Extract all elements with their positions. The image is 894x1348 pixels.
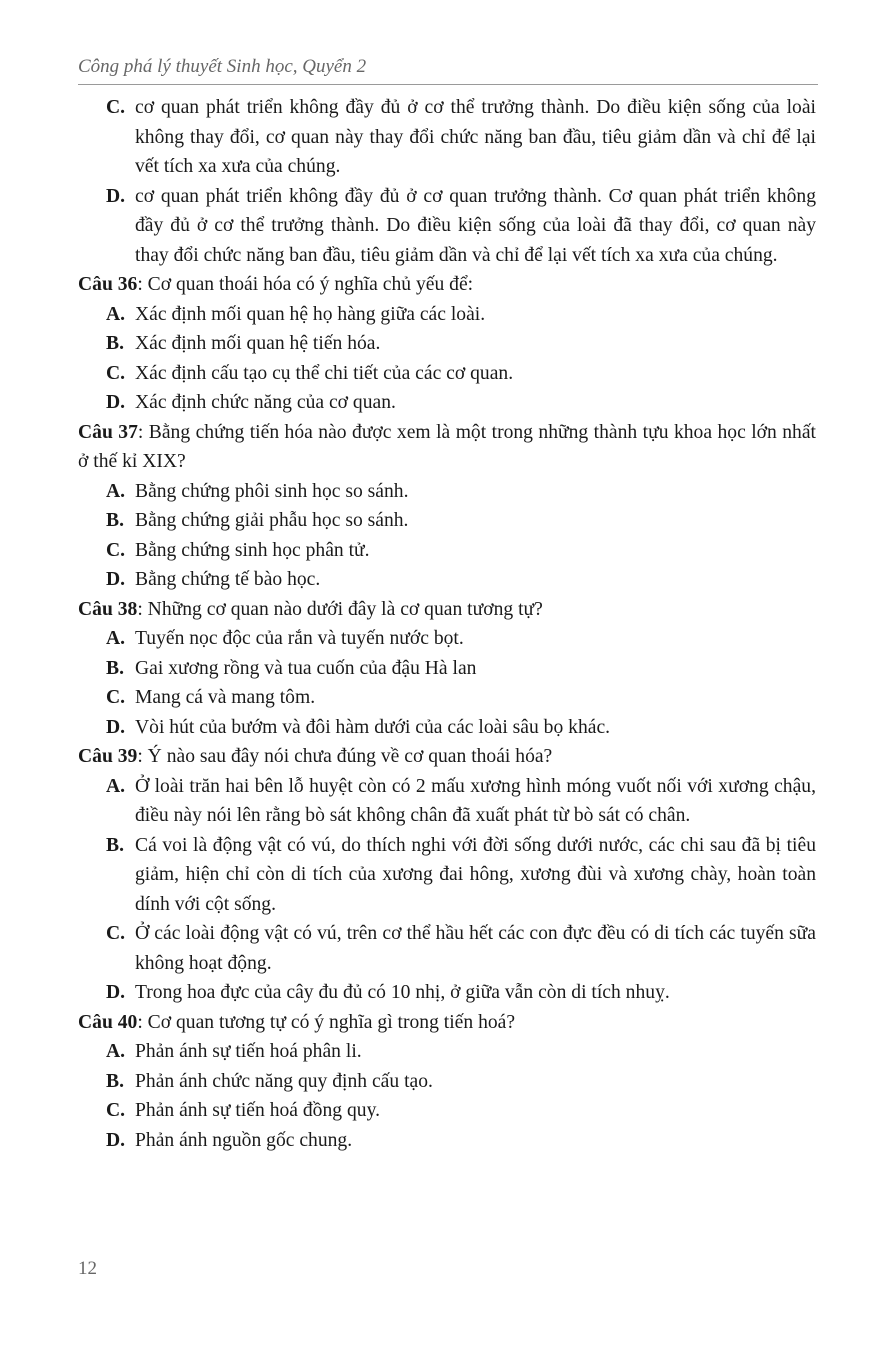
option-text: Mang cá và mang tôm.: [135, 687, 316, 708]
question-38: [78, 595, 816, 625]
option-letter: A.: [106, 303, 126, 325]
question-label: Câu 39: [78, 746, 138, 767]
question-39: [78, 742, 816, 772]
question-text: : Ý nào sau đây nói chưa đúng về cơ quan thoái hóa?: [137, 746, 553, 767]
question-40: [78, 1008, 816, 1038]
option-text: Xác định chức năng của cơ quan.: [135, 392, 396, 413]
option-a: [78, 772, 816, 831]
option-letter: C.: [106, 687, 126, 708]
option-letter: B.: [106, 1070, 124, 1092]
option-letter: A.: [106, 1041, 126, 1062]
option-d: [78, 182, 816, 271]
option-d: [78, 978, 816, 1008]
running-header: Công phá lý thuyết Sinh học, Quyển 2: [78, 56, 367, 77]
question-label: Câu 36: [78, 274, 138, 295]
question-text: : Bằng chứng tiến hóa nào được xem là một trong những thành tựu khoa học lớn nhất ở thế kỉ XIX?: [78, 421, 816, 472]
option-a: [78, 624, 816, 654]
page-number: 12: [78, 1258, 97, 1279]
option-b: [78, 506, 816, 536]
option-letter: B.: [106, 333, 124, 354]
option-text: Bằng chứng sinh học phân tử.: [135, 539, 370, 561]
option-letter: D.: [106, 392, 126, 413]
option-letter: B.: [106, 510, 124, 531]
option-c: [78, 536, 816, 566]
option-letter: D.: [106, 569, 126, 590]
option-letter: A.: [106, 480, 126, 502]
question-37: [78, 418, 816, 477]
option-text: Xác định mối quan hệ họ hàng giữa các loài.: [135, 303, 486, 325]
option-c: [78, 93, 816, 182]
option-text: Bằng chứng tế bào học.: [135, 569, 321, 590]
option-a: [78, 300, 816, 330]
option-text: Phản ánh sự tiến hoá phân li.: [135, 1041, 362, 1062]
option-letter: C.: [106, 923, 126, 944]
option-b: [78, 831, 816, 920]
question-text: : Cơ quan tương tự có ý nghĩa gì trong tiến hoá?: [137, 1011, 516, 1033]
option-letter: C.: [106, 1100, 126, 1121]
option-letter: D.: [106, 1129, 126, 1151]
question-text: : Cơ quan thoái hóa có ý nghĩa chủ yếu để:: [137, 274, 474, 295]
option-letter: B.: [106, 834, 124, 856]
question-label: Câu 38: [78, 598, 138, 620]
option-c: [78, 919, 816, 978]
option-text: Xác định cấu tạo cụ thể chi tiết của các cơ quan.: [135, 362, 514, 384]
question-label: Câu 37: [78, 421, 138, 443]
option-letter: D.: [106, 185, 126, 207]
option-letter: D.: [106, 716, 126, 738]
page-content: [78, 93, 816, 1155]
option-d: [78, 565, 816, 595]
header-divider: [78, 84, 818, 85]
option-text: Bằng chứng giải phẫu học so sánh.: [135, 510, 409, 531]
option-text: Ở các loài động vật có vú, trên cơ thể hầu hết các con đực đều có di tích các tuyến sữa không hoạt động.: [135, 923, 816, 974]
option-text: Phản ánh chức năng quy định cấu tạo.: [135, 1070, 433, 1092]
question-36: [78, 270, 816, 300]
option-text: cơ quan phát triển không đầy đủ ở cơ quan trưởng thành. Cơ quan phát triển không đầy đủ ở cơ thể trưởng thành. Do điều kiện sống của loài đã thay đổi, cơ quan này thay đổi chức năng ban đầu, tiêu giảm dần và chỉ để lại vết tích xa xưa của chúng.: [135, 185, 816, 266]
option-d: [78, 1126, 816, 1156]
option-letter: C.: [106, 539, 126, 561]
option-d: [78, 388, 816, 418]
option-b: [78, 1067, 816, 1097]
option-text: Phản ánh nguồn gốc chung.: [135, 1129, 353, 1151]
option-text: Ở loài trăn hai bên lỗ huyệt còn có 2 mấu xương hình móng vuốt nối với xương chậu, điều này nói lên rằng bò sát không chân đã xuất phát từ bò sát có chân.: [135, 775, 816, 826]
question-label: Câu 40: [78, 1011, 138, 1033]
option-text: cơ quan phát triển không đầy đủ ở cơ thể trưởng thành. Do điều kiện sống của loài không thay đổi, cơ quan này thay đổi chức năng ban đầu, tiêu giảm dần và chỉ để lại vết tích xa xưa của chúng.: [135, 97, 816, 177]
option-letter: B.: [106, 657, 124, 679]
option-c: [78, 683, 816, 713]
option-b: [78, 654, 816, 684]
option-text: Trong hoa đực của cây đu đủ có 10 nhị, ở giữa vẫn còn di tích nhuỵ.: [135, 982, 670, 1003]
option-text: Bằng chứng phôi sinh học so sánh.: [135, 480, 409, 502]
option-c: [78, 359, 816, 389]
option-text: Cá voi là động vật có vú, do thích nghi với đời sống dưới nước, các chi sau đã bị tiêu giảm, hiện chỉ còn di tích của xương đai hông, xương đùi và xương chày, hoàn toàn dính với cột sống.: [135, 834, 816, 915]
option-a: [78, 1037, 816, 1067]
option-text: Xác định mối quan hệ tiến hóa.: [135, 333, 381, 354]
option-text: Tuyến nọc độc của rắn và tuyến nước bọt.: [135, 628, 464, 649]
option-letter: D.: [106, 982, 126, 1003]
option-letter: A.: [106, 628, 126, 649]
option-letter: A.: [106, 775, 126, 797]
option-letter: C.: [106, 97, 126, 118]
option-d: [78, 713, 816, 743]
option-c: [78, 1096, 816, 1126]
question-text: : Những cơ quan nào dưới đây là cơ quan tương tự?: [137, 598, 543, 620]
option-a: [78, 477, 816, 507]
option-text: Gai xương rồng và tua cuốn của đậu Hà lan: [135, 657, 477, 679]
option-text: Vòi hút của bướm và đôi hàm dưới của các loài sâu bọ khác.: [135, 716, 611, 738]
option-letter: C.: [106, 362, 126, 384]
option-text: Phản ánh sự tiến hoá đồng quy.: [135, 1100, 380, 1121]
option-b: [78, 329, 816, 359]
